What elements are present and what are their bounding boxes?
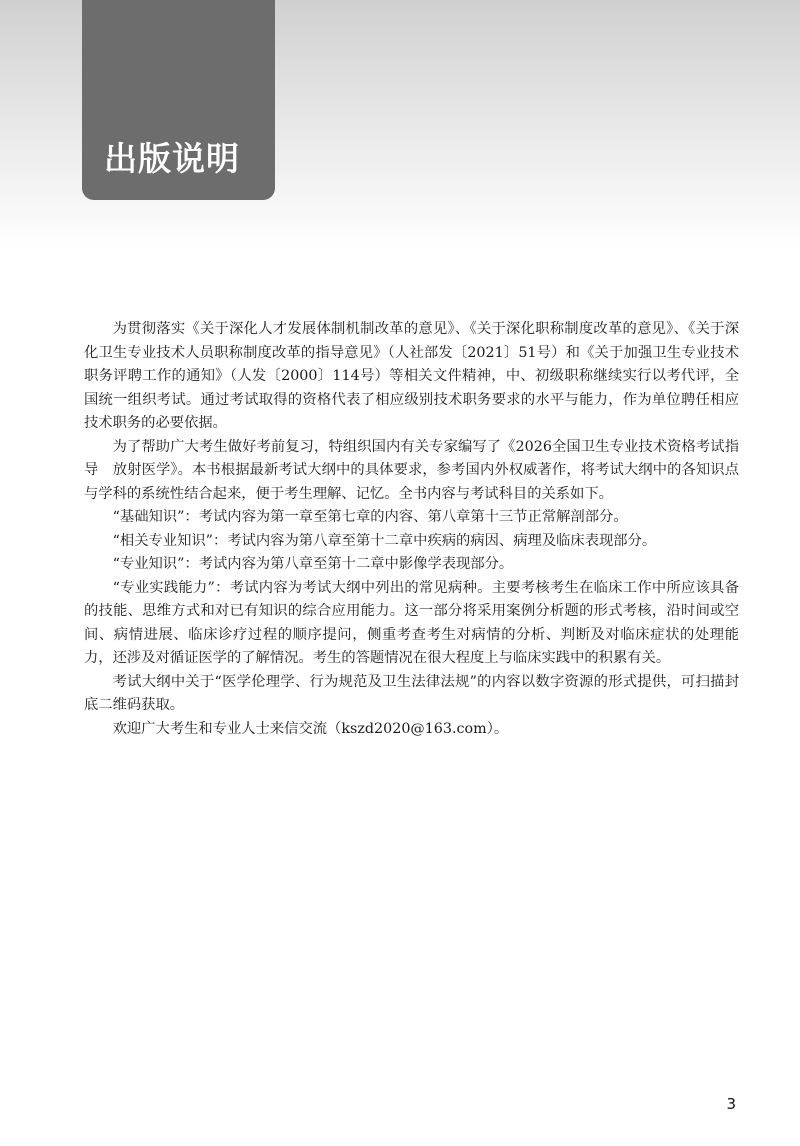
paragraph-practice-ability: “专业实践能力”：考试内容为考试大纲中列出的常见病种。主要考核考生在临床工作中所应该具备的技能、思维方式和对已有知识的综合应用能力。这一部分将采用案例分析题的形式考核，沿时间或空间、病情进展、临床诊疗过程的顺序提问，侧重考查考生对病情的分析、判断及对临床症状的处理能力，还涉及对循证医学的了解情况。考生的答题情况在很大程度上与临床实践中的积累有关。: [84, 579, 739, 666]
paragraph-basic-knowledge: “基础知识”：考试内容为第一章至第七章的内容、第八章第十三节正常解剖部分。: [112, 509, 628, 525]
page-title: 出版说明: [104, 139, 240, 178]
paragraph-professional-knowledge: “专业知识”：考试内容为第八章至第十二章中影像学表现部分。: [112, 556, 514, 572]
paragraph-ethics-digital: 考试大纲中关于“医学伦理学、行为规范及卫生法律法规”的内容以数字资源的形式提供，可扫描封底二维码获取。: [84, 673, 739, 713]
paragraph-policy-background: 为贯彻落实《关于深化人才发展体制机制改革的意见》、《关于深化职称制度改革的意见》、《关于深化卫生专业技术人员职称制度改革的指导意见》（人社部发〔2021〕51号）和《关于加强卫生专业技术职务评聘工作的通知》（人发〔2000〕114号）等相关文件精神，中、初级职称继续实行以考代评，全国统一组织考试。通过考试取得的资格代表了相应级别技术职务要求的水平与能力，作为单位聘任相应技术职务的必要依据。: [84, 321, 739, 431]
body-text: [84, 318, 739, 741]
paragraph-related-knowledge: “相关专业知识”：考试内容为第八章至第十二章中疾病的病因、病理及临床表现部分。: [112, 532, 657, 549]
paragraph-book-purpose: 为了帮助广大考生做好考前复习，特组织国内有关专家编写了《2026全国卫生专业技术资格考试指导 放射医学》。本书根据最新考试大纲中的具体要求，参考国内外权威著作，将考试大纲中的各知识点与学科的系统性结合起来，便于考生理解、记忆。全书内容与考试科目的关系如下。: [84, 438, 739, 502]
title-tab: [82, 0, 275, 200]
paragraph-contact: 欢迎广大考生和专业人士来信交流（kszd2020@163.com）。: [112, 720, 509, 737]
page-number: 3: [726, 1095, 736, 1113]
